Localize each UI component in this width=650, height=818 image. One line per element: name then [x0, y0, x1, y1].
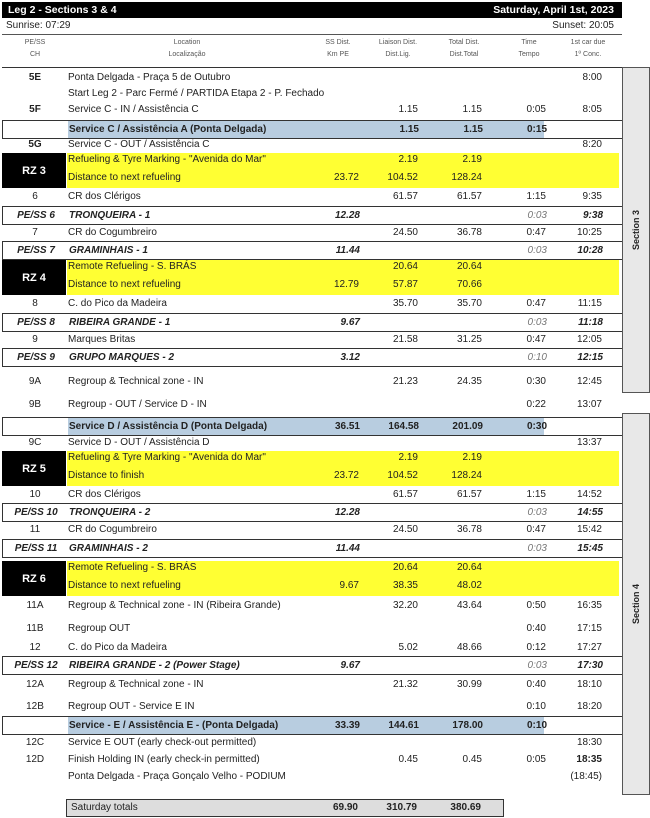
totals-total: 380.69 — [450, 802, 481, 813]
time-cell: 0:50 — [526, 600, 546, 611]
time-cell: 0:05 — [526, 104, 546, 115]
liaison-cell: 1.15 — [399, 124, 419, 135]
liaison-cell: 104.52 — [387, 172, 418, 183]
location-cell: Refueling & Tyre Marking - "Avenida do Mar" — [68, 154, 266, 165]
table-row — [2, 698, 622, 715]
sun-times — [2, 20, 622, 35]
table-row — [2, 295, 622, 312]
stage-row — [2, 503, 624, 522]
time-cell: 0:47 — [526, 524, 546, 535]
table-row — [2, 486, 622, 503]
ss-cell: 9.67 — [340, 660, 360, 671]
first-car-cell: 8:00 — [582, 72, 602, 83]
location-cell: Regroup & Technical zone - IN (Ribeira Grande) — [68, 600, 281, 611]
table-row — [2, 86, 622, 102]
id-cell: PE/SS 6 — [17, 210, 55, 221]
section-4-marker: Section 4 — [622, 413, 650, 795]
ss-cell: 9.67 — [340, 317, 360, 328]
ss-cell: 12.28 — [334, 210, 360, 221]
first-car-cell: 18:10 — [576, 679, 602, 690]
ss-cell: 23.72 — [333, 172, 359, 183]
location-cell: Regroup - OUT / Service D - IN — [68, 399, 207, 410]
time-cell: 0:40 — [526, 679, 546, 690]
id-cell: 12C — [25, 737, 45, 748]
col-total: Total Dist. Dist.Total — [448, 39, 480, 58]
id-cell: PE/SS 11 — [14, 543, 58, 554]
sunrise-label: Sunrise: 07:29 — [6, 20, 71, 31]
first-car-cell: 8:05 — [582, 104, 602, 115]
id-cell: 5E — [28, 72, 42, 83]
location-cell: Start Leg 2 - Parc Fermé / PARTIDA Etapa 2 - P. Fechado — [68, 88, 325, 99]
stage-row — [2, 313, 624, 332]
table-row — [2, 137, 622, 153]
location-cell: Marques Britas — [68, 334, 136, 345]
total-cell: 128.24 — [451, 172, 482, 183]
first-car-cell: 11:18 — [578, 317, 603, 328]
stage-row — [2, 656, 624, 675]
id-cell: PE/SS 9 — [17, 352, 55, 363]
id-cell: 8 — [32, 298, 38, 309]
time-cell: 1:15 — [526, 489, 546, 500]
ss-cell: 12.79 — [333, 279, 359, 290]
id-cell: 10 — [29, 489, 41, 500]
refuel-zone-badge: RZ 6 — [2, 561, 66, 596]
ss-cell: 33.39 — [334, 720, 360, 731]
refuel-row — [2, 153, 622, 188]
location-cell: CR dos Clérigos — [68, 489, 141, 500]
table-row — [2, 70, 622, 86]
time-cell: 0:10 — [526, 701, 546, 712]
total-cell: 61.57 — [456, 191, 482, 202]
first-car-cell: 16:35 — [576, 600, 602, 611]
location-cell: CR do Cogumbreiro — [68, 524, 157, 535]
id-cell: 7 — [32, 227, 38, 238]
location-cell: GRAMINHAIS - 2 — [69, 543, 148, 554]
total-cell: 36.78 — [456, 227, 482, 238]
location-cell: Ponta Delgada - Praça 5 de Outubro — [68, 72, 231, 83]
col-id: PE/SS CH — [24, 39, 46, 58]
section-3-marker: Section 3 — [622, 67, 650, 393]
id-cell: 11B — [26, 623, 44, 634]
total-cell: 201.09 — [452, 421, 483, 432]
totals-liaison: 310.79 — [386, 802, 417, 813]
location-cell: Finish Holding IN (early check-in permitted) — [68, 754, 260, 765]
id-cell: 12B — [26, 701, 44, 712]
totals-ss: 69.90 — [332, 802, 358, 813]
time-cell: 0:30 — [526, 376, 546, 387]
location-cell: RIBEIRA GRANDE - 2 (Power Stage) — [69, 660, 240, 671]
refuel-row — [2, 561, 622, 596]
service-row — [2, 716, 624, 735]
total-cell: 48.02 — [456, 580, 482, 591]
liaison-cell: 35.70 — [392, 298, 418, 309]
time-cell: 0:47 — [526, 227, 546, 238]
id-cell: 9C — [28, 437, 42, 448]
ss-cell: 9.67 — [339, 580, 359, 591]
table-row — [2, 102, 622, 118]
first-car-cell: 10:28 — [577, 245, 603, 256]
stage-row — [2, 241, 624, 260]
location-cell: Regroup OUT - Service E IN — [68, 701, 195, 712]
col-liaison: Liaison Dist. Dist.Lig. — [378, 39, 418, 58]
total-cell: 43.64 — [456, 600, 482, 611]
time-cell: 0:15 — [526, 124, 547, 135]
location-cell: RIBEIRA GRANDE - 1 — [69, 317, 171, 328]
first-car-cell: 13:07 — [576, 399, 602, 410]
id-cell: 9 — [32, 334, 38, 345]
liaison-cell: 21.32 — [392, 679, 418, 690]
location-cell: TRONQUEIRA - 1 — [69, 210, 151, 221]
time-cell: 0:05 — [526, 754, 546, 765]
first-car-cell: 13:37 — [576, 437, 602, 448]
id-cell: PE/SS 7 — [17, 245, 55, 256]
first-car-cell: 14:55 — [577, 507, 603, 518]
table-row — [2, 768, 622, 785]
sunset-label: Sunset: 20:05 — [552, 20, 614, 31]
liaison-cell: 57.87 — [392, 279, 418, 290]
total-cell: 2.19 — [462, 154, 482, 165]
refuel-row — [2, 451, 622, 486]
first-car-cell: 17:27 — [576, 642, 602, 653]
title-bar — [2, 2, 622, 18]
total-cell: 20.64 — [456, 562, 482, 573]
first-car-cell: 15:45 — [577, 543, 603, 554]
first-car-cell: 17:15 — [576, 623, 602, 634]
location-cell: Distance to next refueling — [68, 580, 181, 591]
time-cell: 0:30 — [526, 421, 547, 432]
liaison-cell: 1.15 — [398, 104, 418, 115]
leg-title: Leg 2 - Sections 3 & 4 — [8, 4, 117, 16]
id-cell: PE/SS 12 — [14, 660, 58, 671]
location-cell: Service C - OUT / Assistência C — [68, 139, 210, 150]
ss-cell: 3.12 — [340, 352, 360, 363]
first-car-cell: 9:38 — [582, 210, 603, 221]
col-location: Location Localização — [168, 39, 206, 58]
id-cell: 5G — [28, 139, 42, 150]
col-ss: SS Dist. Km PE — [325, 39, 351, 58]
time-cell: 0:03 — [527, 507, 547, 518]
date-label: Saturday, April 1st, 2023 — [493, 4, 614, 16]
table-row — [2, 620, 622, 637]
time-cell: 0:40 — [526, 623, 546, 634]
location-cell: C. do Pico da Madeira — [68, 642, 167, 653]
liaison-cell: 144.61 — [388, 720, 419, 731]
table-row — [2, 434, 622, 451]
first-car-cell: 8:20 — [582, 139, 602, 150]
liaison-cell: 104.52 — [387, 470, 418, 481]
total-cell: 1.15 — [463, 124, 483, 135]
first-car-cell: 10:25 — [576, 227, 602, 238]
table-row — [2, 331, 622, 348]
id-cell: 6 — [32, 191, 38, 202]
time-cell: 0:22 — [526, 399, 546, 410]
id-cell: 9A — [28, 376, 42, 387]
liaison-cell: 2.19 — [398, 154, 418, 165]
location-cell: Regroup OUT — [68, 623, 131, 634]
refuel-zone-badge: RZ 4 — [2, 260, 66, 295]
time-cell: 0:03 — [527, 660, 547, 671]
location-cell: Service D / Assistência D (Ponta Delgada) — [69, 421, 268, 432]
ss-cell: 12.28 — [334, 507, 360, 518]
refuel-zone-badge: RZ 5 — [2, 451, 66, 486]
stage-row — [2, 348, 624, 367]
total-cell: 1.15 — [462, 104, 482, 115]
total-cell: 178.00 — [452, 720, 483, 731]
location-cell: CR do Cogumbreiro — [68, 227, 157, 238]
first-car-cell: 11:15 — [577, 298, 602, 309]
location-cell: Distance to next refueling — [68, 279, 181, 290]
ss-cell: 11.44 — [335, 245, 360, 256]
ss-cell: 36.51 — [334, 421, 360, 432]
total-cell: 35.70 — [456, 298, 482, 309]
location-cell: Service E OUT (early check-out permitted) — [68, 737, 257, 748]
total-cell: 31.25 — [456, 334, 482, 345]
location-cell: Service D - OUT / Assistência D — [68, 437, 210, 448]
location-cell: Regroup & Technical zone - IN — [68, 679, 204, 690]
location-cell: Regroup & Technical zone - IN — [68, 376, 204, 387]
total-cell: 36.78 — [456, 524, 482, 535]
time-cell: 0:03 — [527, 317, 547, 328]
total-cell: 30.99 — [456, 679, 482, 690]
table-row — [2, 639, 622, 656]
location-cell: Remote Refueling - S. BRÁS — [68, 562, 197, 573]
liaison-cell: 20.64 — [392, 562, 418, 573]
location-cell: GRUPO MARQUES - 2 — [69, 352, 175, 363]
liaison-cell: 61.57 — [392, 191, 418, 202]
liaison-cell: 21.23 — [392, 376, 418, 387]
total-cell: 2.19 — [462, 452, 482, 463]
time-cell: 0:03 — [527, 210, 547, 221]
liaison-cell: 21.58 — [392, 334, 418, 345]
id-cell: 9B — [28, 399, 42, 410]
table-row — [2, 751, 622, 768]
id-cell: 12D — [25, 754, 45, 765]
location-cell: Distance to finish — [68, 470, 145, 481]
time-cell: 0:03 — [527, 245, 547, 256]
liaison-cell: 20.64 — [392, 261, 418, 272]
total-cell: 128.24 — [451, 470, 482, 481]
table-row — [2, 521, 622, 538]
location-cell: Remote Refueling - S. BRÁS — [68, 261, 197, 272]
table-row — [2, 675, 622, 695]
table-row — [2, 395, 622, 415]
table-row — [2, 734, 622, 751]
first-car-cell: 15:42 — [576, 524, 602, 535]
id-cell: 12A — [26, 679, 44, 690]
liaison-cell: 164.58 — [388, 421, 419, 432]
location-cell: C. do Pico da Madeira — [68, 298, 167, 309]
liaison-cell: 24.50 — [392, 227, 418, 238]
total-cell: 0.45 — [462, 754, 482, 765]
liaison-cell: 5.02 — [398, 642, 418, 653]
first-car-cell: (18:45) — [570, 771, 602, 782]
total-cell: 61.57 — [456, 489, 482, 500]
location-cell: Refueling & Tyre Marking - "Avenida do Mar" — [68, 452, 266, 463]
location-cell: CR dos Clérigos — [68, 191, 141, 202]
ss-cell: 23.72 — [333, 470, 359, 481]
total-cell: 24.35 — [456, 376, 482, 387]
liaison-cell: 24.50 — [392, 524, 418, 535]
table-row — [2, 188, 622, 205]
ss-cell: 11.44 — [335, 543, 360, 554]
time-cell: 0:47 — [526, 298, 546, 309]
first-car-cell: 17:30 — [577, 660, 603, 671]
col-first-car: 1st car due 1º Conc. — [570, 39, 606, 58]
stage-row — [2, 539, 624, 558]
totals-row — [66, 799, 504, 817]
time-cell: 0:10 — [526, 720, 547, 731]
location-cell: Service - E / Assistência E - (Ponta Delgada) — [69, 720, 279, 731]
liaison-cell: 2.19 — [398, 452, 418, 463]
liaison-cell: 38.35 — [392, 580, 418, 591]
refuel-zone-badge: RZ 3 — [2, 153, 66, 188]
table-row — [2, 372, 622, 392]
first-car-cell: 18:30 — [576, 737, 602, 748]
first-car-cell: 18:35 — [576, 754, 602, 765]
liaison-cell: 0.45 — [398, 754, 418, 765]
location-cell: Distance to next refueling — [68, 172, 181, 183]
total-cell: 20.64 — [456, 261, 482, 272]
id-cell: 5F — [29, 104, 41, 115]
id-cell: 11 — [29, 524, 41, 535]
first-car-cell: 18:20 — [576, 701, 602, 712]
first-car-cell: 12:45 — [576, 376, 602, 387]
first-car-cell: 14:52 — [576, 489, 602, 500]
location-cell: Service C - IN / Assistência C — [68, 104, 199, 115]
id-cell: 12 — [29, 642, 41, 653]
liaison-cell: 32.20 — [392, 600, 418, 611]
total-cell: 70.66 — [456, 279, 482, 290]
location-cell: GRAMINHAIS - 1 — [69, 245, 148, 256]
id-cell: PE/SS 10 — [14, 507, 58, 518]
table-row — [2, 224, 622, 241]
time-cell: 1:15 — [526, 191, 546, 202]
first-car-cell: 12:15 — [577, 352, 603, 363]
location-cell: TRONQUEIRA - 2 — [69, 507, 151, 518]
id-cell: 11A — [26, 600, 44, 611]
first-car-cell: 9:35 — [582, 191, 602, 202]
time-cell: 0:03 — [527, 543, 547, 554]
location-cell: Ponta Delgada - Praça Gonçalo Velho - PODIUM — [68, 771, 286, 782]
table-row — [2, 596, 622, 616]
column-header — [2, 37, 622, 68]
time-cell: 0:10 — [527, 352, 547, 363]
time-cell: 0:47 — [526, 334, 546, 345]
liaison-cell: 61.57 — [392, 489, 418, 500]
first-car-cell: 12:05 — [576, 334, 602, 345]
stage-row — [2, 206, 624, 225]
totals-label: Saturday totals — [71, 802, 138, 813]
location-cell: Service C / Assistência A (Ponta Delgada) — [69, 124, 267, 135]
refuel-row — [2, 260, 622, 295]
time-cell: 0:12 — [526, 642, 546, 653]
total-cell: 48.66 — [456, 642, 482, 653]
id-cell: PE/SS 8 — [17, 317, 55, 328]
col-time: Time Tempo — [518, 39, 540, 58]
